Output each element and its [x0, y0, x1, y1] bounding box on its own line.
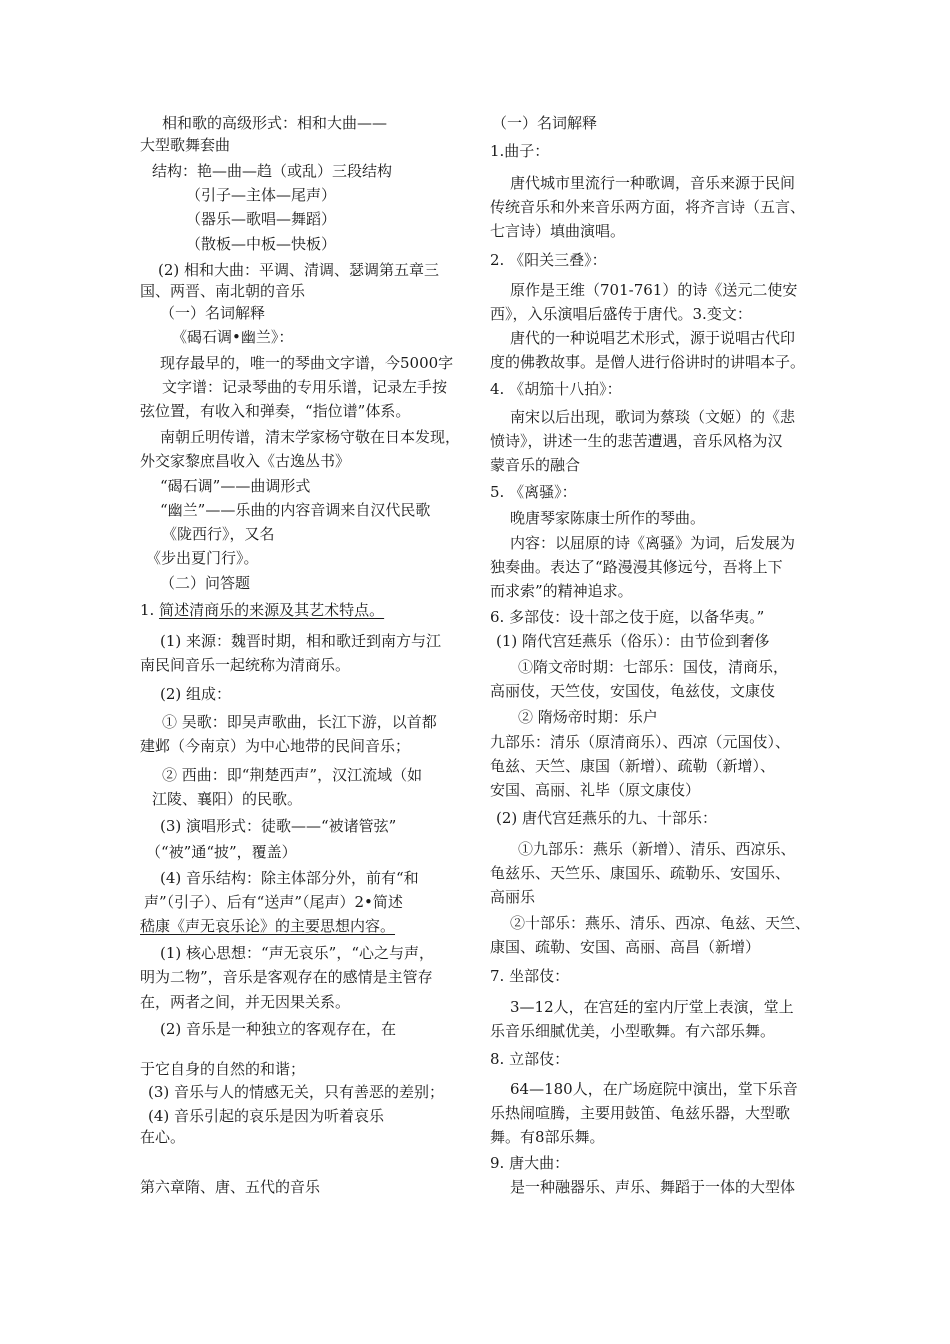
text-line: 唐代城市里流行一种歌调，音乐来源于民间 [510, 174, 796, 192]
text-line: (1) 核心思想：“声无哀乐”，“心之与声， [160, 944, 435, 962]
text-line: （器乐—歌唱—舞蹈） [186, 210, 337, 228]
text-line: 于它自身的自然的和谐； [140, 1060, 306, 1078]
text-line: 1.曲子： [490, 142, 550, 160]
text-line: “幽兰”——乐曲的内容音调来自汉代民歌 [160, 501, 431, 519]
text-line: ①隋文帝时期：七部乐：国伎，清商乐， [518, 658, 789, 676]
text-line: 安国、高丽、礼毕（原文康伎） [490, 781, 701, 799]
text-line: 愤诗》，讲述一生的悲苦遭遇，音乐风格为汉 [490, 432, 783, 450]
text-line: ② 隋炀帝时期：乐户 [518, 708, 658, 726]
text-line: 2. 《阳关三叠》： [490, 251, 607, 269]
text-line: 建邺（今南京）为中心地带的民间音乐； [140, 737, 411, 755]
text-line: 而求索”的精神追求。 [490, 582, 633, 600]
text-line: 高丽伎，天竺伎，安国伎，龟兹伎，文康伎 [490, 682, 776, 700]
text-line: 康国、疏勒、安国、高丽、高昌（新增） [490, 938, 761, 956]
text-line: 乐音乐细腻优美，小型歌舞。有六部乐舞。 [490, 1022, 776, 1040]
text-line: (4) 音乐结构：除主体部分外，前有“和 [160, 869, 419, 887]
text-line: 6. 多部伎：设十部之伎于庭，以备华夷。” [490, 608, 765, 626]
text-line: (1) 来源：魏晋时期，相和歌迁到南方与江 [160, 632, 442, 650]
text-line: 3—12人，在宫廷的室内厅堂上表演，堂上 [510, 998, 794, 1016]
text-line: (4) 音乐引起的哀乐是因为听着哀乐 [148, 1107, 385, 1125]
text-line: 64—180人，在广场庭院中演出，堂下乐音 [510, 1080, 798, 1098]
text-line: 南宋以后出现，歌词为蔡琰（文姬）的《悲 [510, 408, 796, 426]
text-line: (2) 音乐是一种独立的客观存在，在 [160, 1020, 397, 1038]
text-line: （“被”通“披”，覆盖） [146, 843, 297, 861]
text-line: 晚唐琴家陈康士所作的琴曲。 [510, 509, 706, 527]
text-line: 1. 简述清商乐的来源及其艺术特点。 [140, 601, 385, 619]
text-line: 蒙音乐的融合 [490, 456, 581, 474]
text-line: 龟兹、天竺、康国（新增）、疏勒（新增）、 [490, 757, 776, 775]
text-line: “碣石调”——曲调形式 [160, 477, 311, 495]
text-line: 龟兹乐、天竺乐、康国乐、疏勒乐、安国乐、 [490, 864, 791, 882]
text-line: 在，两者之间，并无因果关系。 [140, 993, 351, 1011]
text-line: 外交家黎庶昌收入《古逸丛书》 [140, 452, 351, 470]
text-line: 文字谱：记录琴曲的专用乐谱，记录左手按 [162, 378, 448, 396]
text-line: 第六章隋、唐、五代的音乐 [140, 1178, 321, 1196]
text-line: (2) 唐代宫廷燕乐的九、十部乐： [496, 809, 718, 827]
text-line: 4. 《胡笳十八拍》： [490, 380, 622, 398]
text-line: 高丽乐 [490, 888, 536, 906]
text-line: 现存最早的，唯一的琴曲文字谱，今5000字 [160, 354, 454, 372]
text-line: 传统音乐和外来音乐两方面，将齐言诗（五言、 [490, 198, 806, 216]
text-line: 9. 唐大曲： [490, 1154, 570, 1172]
text-line: 8. 立部伎： [490, 1050, 570, 1068]
text-line: 唐代的一种说唱艺术形式，源于说唱古代印 [510, 329, 796, 347]
text-line: （二）问答题 [160, 574, 251, 592]
text-line: 度的佛教故事。是僧人进行俗讲时的讲唱本子。 [490, 353, 806, 371]
text-line: 7. 坐部伎： [490, 967, 570, 985]
text-line: (3) 音乐与人的情感无关，只有善恶的差别； [148, 1083, 445, 1101]
text-line: ①九部乐：燕乐（新增）、清乐、西凉乐、 [518, 840, 796, 858]
text-line: （散板—中板—快板） [186, 235, 337, 253]
text-line: （引子—主体—尾声） [186, 186, 337, 204]
text-line: （一）名词解释 [492, 114, 598, 132]
text-line: 《步出夏门行》。 [146, 549, 259, 567]
text-line: （一）名词解释 [160, 304, 266, 322]
text-line: 九部乐：清乐（原清商乐）、西凉（元国伎）、 [490, 733, 791, 751]
text-line: 七言诗）填曲演唱。 [490, 222, 626, 240]
text-line: 南民间音乐一起统称为清商乐。 [140, 656, 351, 674]
text-line: 相和歌的高级形式：相和大曲—— [162, 114, 388, 132]
text-line: 大型歌舞套曲 [140, 136, 231, 154]
text-line: 在心。 [140, 1128, 186, 1146]
text-line: 声”（引子）、后有“送声”（尾声）2•简述 [144, 893, 403, 911]
text-line: (2) 组成： [160, 685, 232, 703]
text-line: 乐热闹喧腾，主要用鼓笛、龟兹乐器，大型歌 [490, 1104, 791, 1122]
text-line: ②十部乐：燕乐、清乐、西凉、龟兹、天竺、 [510, 914, 811, 932]
text-line: 南朝丘明传谱，清末学家杨守敬在日本发现， [160, 428, 461, 446]
text-line: 结构：艳—曲—趋（或乱）三段结构 [152, 162, 393, 180]
text-line: 国、两晋、南北朝的音乐 [140, 282, 306, 300]
text-line: 内容：以屈原的诗《离骚》为词，后发展为 [510, 534, 796, 552]
text-line: 5. 《离骚》： [490, 483, 577, 501]
text-line: (3) 演唱形式：徒歌——“被诸管弦” [160, 817, 397, 835]
text-line: (2) 相和大曲：平调、清调、瑟调第五章三 [158, 261, 440, 279]
text-line: 《碣石调•幽兰》： [172, 328, 294, 346]
text-line: 明为二物”，音乐是客观存在的感情是主管存 [140, 968, 433, 986]
text-line: 舞。有8部乐舞。 [490, 1128, 605, 1146]
text-line: 江陵、襄阳）的民歌。 [152, 790, 303, 808]
text-line: 是一种融器乐、声乐、舞蹈于一体的大型体 [510, 1178, 796, 1196]
text-line: ② 西曲：即“荆楚西声”，汉江流域（如 [162, 766, 423, 784]
text-line: 独奏曲。表达了“路漫漫其修远兮，吾将上下 [490, 558, 783, 576]
text-line: 《陇西行》，又名 [162, 525, 275, 543]
text-line: (1) 隋代宫廷燕乐（俗乐）：由节俭到奢侈 [496, 632, 770, 650]
text-line: 西》，入乐演唱后盛传于唐代。3.变文： [490, 305, 752, 323]
text-line: 弦位置，有收入和弹奏，“指位谱”体系。 [140, 402, 411, 420]
text-line: ① 吴歌：即吴声歌曲，长江下游，以首都 [162, 713, 437, 731]
text-line: 原作是王维（701-761）的诗《送元二使安 [510, 281, 798, 299]
text-line: 嵇康《声无哀乐论》的主要思想内容。 [140, 917, 396, 935]
